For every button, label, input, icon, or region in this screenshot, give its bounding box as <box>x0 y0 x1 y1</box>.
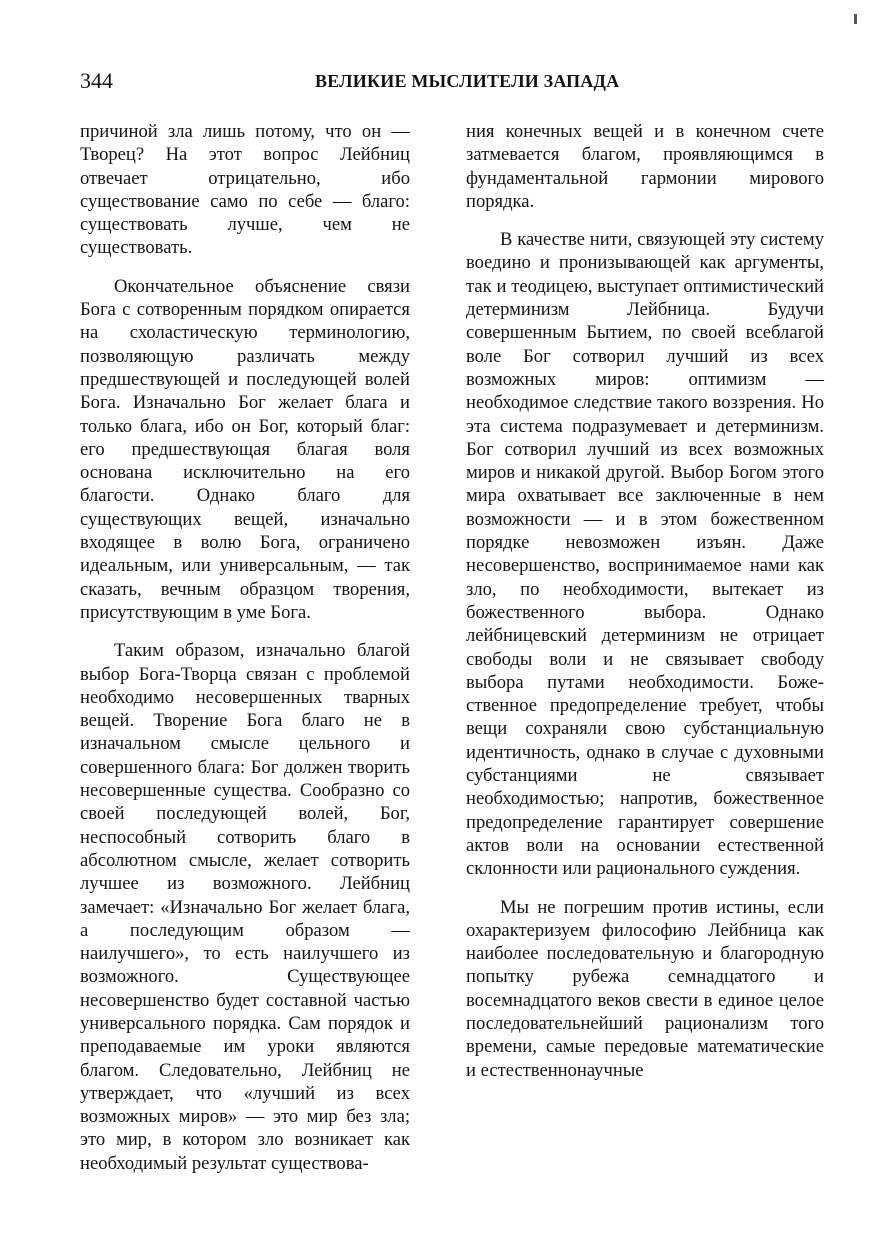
page-header <box>80 66 825 106</box>
paragraph: причиной зла лишь потому, что он — Творец? На этот вопрос Лейбниц отвечает отрицательно, ибо существование само по себе — благо: существовать лучше, чем не существовать. <box>80 121 410 259</box>
paragraph: Мы не погрешим против истины, если охарактеризуем философию Лейбница как наиболее последовательную и благородную попытку рубежа семнадцатого и восемнадцатого веков свести в единое целое последовательнейший рационализм того времени, самые передовые математические и естественнонаучные <box>466 896 824 1081</box>
running-title: ВЕЛИКИЕ МЫСЛИТЕЛИ ЗАПАДА <box>315 71 620 91</box>
paragraph: Таким образом, изначально благой выбор Бога-Творца связан с проблемой необходимо несовершенных тварных вещей. Творение Бога благо не в изначальном смысле цельного и совершенного блага: Бог должен творить несовершенные существа. Сообразно со своей последующей волей, Бог, неспособный сотворить благо в абсолютном смысле, желает сотворить лучшее из возможного. Лейбниц замечает: «Изначально Бог желает блага, а последующим образом — наилучшего», то есть наилучшего из возможного. Существующее несовершенство будет составной частью универсального порядка. Сам порядок и преподаваемые им уроки являются благом. Следовательно, Лейбниц не утверждает, что «лучший из всех возможных миров» — это мир без зла; это мир, в котором зло возникает как необходимый результат существова- <box>80 640 410 1174</box>
left-column <box>80 120 410 1175</box>
page-number: 344 <box>80 68 113 93</box>
paragraph: В качестве нити, связующей эту систему воедино и пронизывающей как аргументы, так и теодицею, выступает оптимистический детерминизм Лейбница. Будучи совершенным Бытием, по своей всеблагой воле Бог сотворил лучший из всех возможных миров: оптимизм — необходимое следствие такого воззрения. Но эта система подразумевает и детерминизм. Бог сотворил лучший из всех возможных миров и никакой другой. Выбор Богом этого мира охватывает все заключенные в нем возможности — и в этом божественном порядке невозможен изъян. Даже несовершенство, воспринимаемое нами как зло, по необходимости, вытекает из божественного выбора. Однако лейбницевский детерминизм не отрицает свободы воли и не связывает свободу выбора путами необходимости. Божественное предопределение требует, чтобы вещи сохраняли свою субстанциальную идентичность, однако в случае с духовными субстанциями не связывает необходимостью; напротив, божественное предопределение гарантирует совершение актов воли на основании естественной склонности или рационального суждения. <box>466 229 824 880</box>
paragraph: Окончательное объяснение связи Бога с сотворенным порядком опирается на схоластическую терминологию, позволяющую различать между предшествующей и последующей волей Бога. Изначально Бог желает блага и только блага, ибо он Бог, который благ: его предшествующая благая воля основана исключительно на его благости. Однако благо для существующих вещей, изначально входящее в волю Бога, ограничено идеальным, или универсальным, — так сказать, вечным образцом творения, присутствующим в уме Бога. <box>80 275 410 623</box>
corner-mark <box>854 14 857 24</box>
right-column <box>466 120 824 1082</box>
paragraph: ния конечных вещей и в конечном счете затмевается благом, проявляющимся в фундаментальной гармонии мирового порядка. <box>466 121 824 212</box>
